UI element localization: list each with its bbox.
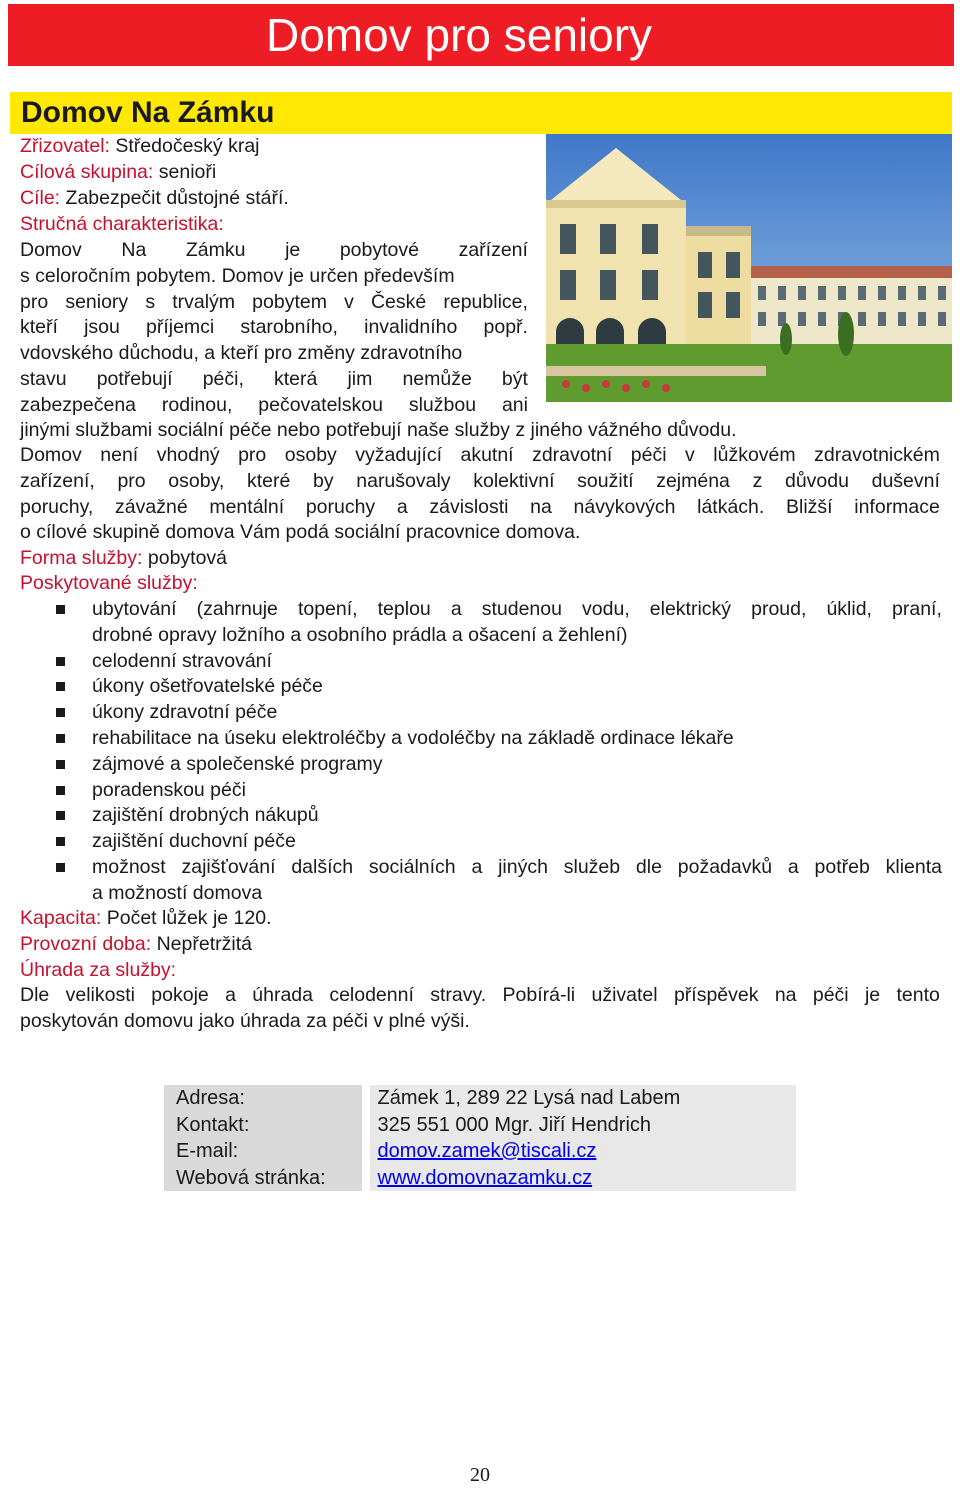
word: na (774, 984, 797, 1006)
word: péči, (202, 367, 244, 390)
service-item (20, 726, 942, 752)
capacity-line (20, 906, 272, 932)
word: kteří (20, 316, 58, 339)
word: republice, (443, 290, 528, 313)
word: seniory (65, 290, 129, 313)
service-item-text: rehabilitace na úseku elektroléčby a vodoléčby na základě ordinace lékaře (92, 726, 734, 749)
word: které (246, 469, 291, 492)
service-item (20, 829, 942, 855)
word: sociálních (368, 855, 456, 878)
goals-value: Zabezpečit důstojné stáří. (65, 187, 289, 209)
word: stavu (20, 367, 67, 390)
bullet-square-icon (56, 657, 65, 666)
service-item (20, 855, 942, 907)
word: jim (347, 367, 373, 390)
target-group-value: senioři (158, 161, 217, 183)
word: a (787, 855, 799, 878)
email-cell (370, 1138, 796, 1165)
service-item-text-cont: a možností domova (92, 881, 263, 904)
word: s (145, 290, 156, 313)
service-item-text (92, 855, 942, 881)
brief-line-1 (20, 238, 528, 264)
service-item (20, 752, 942, 778)
word: služeb (563, 855, 621, 878)
word: celodenní (329, 984, 414, 1006)
word: České (370, 290, 427, 313)
word: mentální (209, 495, 285, 518)
word: péči (812, 984, 849, 1006)
service-form-line (20, 546, 227, 572)
brief-line-5: vdovského důchodu, a kteří pro změny zdravotního (20, 342, 463, 365)
brief-line-8: jinými službami sociální péče nebo potřebují naše služby z jiného vážného důvodu. (20, 419, 737, 441)
word: zajišťování (181, 855, 276, 878)
service-item-text-cont: drobné opravy ložního a osobního prádla a ošacení a žehlení) (92, 623, 628, 646)
word: a (450, 598, 462, 620)
word: jiných (498, 855, 548, 878)
word: a (225, 984, 236, 1006)
brief-line-6 (20, 367, 528, 393)
page-title: Domov pro seniory (266, 9, 653, 61)
brief-line-2: s celoročním pobytem. Domov je určen především (20, 264, 455, 287)
address-label: Adresa: (164, 1085, 362, 1112)
payment-line-2: poskytován domovu jako úhrada za péči v plné výši. (20, 1009, 470, 1032)
word: dle (635, 855, 662, 878)
hours-label: Provozní doba: (20, 933, 152, 955)
word: a (396, 495, 408, 518)
word: Dle (20, 984, 50, 1006)
contact-row-phone (164, 1112, 796, 1139)
target-group-label: Cílová skupina: (20, 161, 154, 183)
contact-table (164, 1085, 796, 1191)
word: invalidního (364, 316, 458, 339)
word: potřebují (96, 367, 173, 390)
not-suitable-line-3 (20, 495, 940, 521)
word: požadavků (677, 855, 773, 878)
word: zabezpečena (20, 393, 137, 416)
brief-text (20, 238, 528, 419)
word: proud, (751, 598, 807, 620)
word: vodu, (582, 598, 630, 620)
word: kolektivní (473, 469, 555, 492)
service-item-text: celodenní stravování (92, 649, 272, 672)
header-banner (8, 4, 954, 66)
address-value: Zámek 1, 289 22 Lysá nad Labem (370, 1085, 796, 1112)
castle-photo (546, 134, 952, 402)
service-item-text: zajištění drobných nákupů (92, 804, 319, 827)
bullet-square-icon (56, 786, 65, 795)
word: osoby, (168, 469, 225, 492)
word: vyžadující (355, 444, 442, 466)
word: látkách. (697, 495, 765, 518)
word: by (312, 469, 334, 492)
word: pokoje (151, 984, 209, 1006)
word: pro (238, 444, 267, 466)
contact-value: 325 551 000 Mgr. Jiří Hendrich (370, 1112, 796, 1139)
service-item (20, 803, 942, 829)
word: a (471, 855, 483, 878)
bullet-square-icon (56, 837, 65, 846)
word: Bližší (785, 495, 833, 518)
word: která (273, 367, 318, 390)
word: je (285, 239, 301, 261)
brief-line-7 (20, 393, 528, 419)
word: trvalým (172, 290, 236, 313)
word: závislosti (429, 495, 509, 518)
word: není (100, 444, 139, 466)
word: rodinou, (161, 393, 233, 416)
word: stravy. (430, 984, 487, 1006)
hours-line (20, 932, 252, 958)
web-link[interactable]: www.domovnazamku.cz (377, 1166, 593, 1189)
word: zařízení, (20, 469, 95, 492)
word: narušovaly (356, 469, 451, 492)
word: vhodný (156, 444, 220, 466)
bullet-square-icon (56, 682, 65, 691)
word: studenou (481, 598, 562, 620)
word: uživatel (591, 984, 658, 1006)
word: starobního, (240, 316, 338, 339)
word: Pobírá-li (502, 984, 576, 1006)
service-item-text: úkony zdravotní péče (92, 701, 278, 724)
page-number: 20 (470, 1464, 490, 1486)
brief-line-4 (20, 315, 528, 341)
word: klienta (885, 855, 942, 878)
word: příspěvek (673, 984, 759, 1006)
goals-label: Cíle: (20, 187, 61, 209)
not-suitable-line-1 (20, 443, 940, 469)
word: jsou (84, 316, 120, 339)
word: duševní (871, 469, 940, 492)
web-cell (370, 1165, 796, 1192)
service-item (20, 700, 942, 726)
word: v (685, 444, 695, 466)
word: zejména (656, 469, 730, 492)
word: Domov (20, 239, 82, 261)
word: zařízení (458, 239, 528, 261)
founder-line (20, 134, 260, 160)
web-label: Webová stránka: (164, 1165, 362, 1192)
word: péči (630, 444, 667, 466)
contact-row-email (164, 1138, 796, 1165)
word: možnost (92, 855, 166, 878)
bullet-square-icon (56, 863, 65, 872)
word: informace (854, 495, 940, 518)
word: popř. (483, 316, 528, 339)
word: praní, (892, 598, 942, 620)
word: elektrický (649, 598, 732, 620)
facility-bar (10, 92, 952, 134)
bullet-square-icon (56, 811, 65, 820)
word: na (530, 495, 552, 518)
word: pro (117, 469, 146, 492)
service-form-label: Forma služby: (20, 547, 143, 569)
word: zdravotnickém (814, 444, 940, 466)
service-item (20, 649, 942, 675)
word: nemůže (402, 367, 472, 390)
word: poruchy, (20, 495, 94, 518)
word: akutní (460, 444, 514, 466)
word: zdravotní (532, 444, 613, 466)
services-list (20, 597, 942, 907)
word: důvodu (784, 469, 849, 492)
word: Na (121, 239, 147, 261)
word: poruchy (305, 495, 376, 518)
not-suitable-line-2 (20, 469, 940, 495)
word: pobytové (339, 239, 419, 261)
word: pro (20, 290, 49, 313)
bullet-square-icon (56, 605, 65, 614)
word: lůžkovém (713, 444, 796, 466)
capacity-label: Kapacita: (20, 907, 102, 929)
word: návykových (573, 495, 676, 518)
brief-line-3 (20, 290, 528, 316)
service-item-text: zájmové a společenské programy (92, 752, 383, 775)
word: ani (501, 393, 528, 416)
contact-row-address (164, 1085, 796, 1112)
word: příjemci (146, 316, 215, 339)
castle-image (546, 134, 952, 402)
word: osoby (284, 444, 337, 466)
word: je (864, 984, 881, 1006)
word: (zahrnuje (196, 598, 278, 620)
word: teplou (377, 598, 431, 620)
founder-label: Zřizovatel: (20, 135, 110, 157)
email-link[interactable]: domov.zamek@tiscali.cz (377, 1140, 597, 1162)
bullet-square-icon (56, 734, 65, 743)
bullet-square-icon (56, 708, 65, 717)
brief-label: Stručná charakteristika: (20, 213, 224, 235)
payment-label: Úhrada za služby: (20, 959, 177, 981)
contact-label: Kontakt: (164, 1112, 362, 1139)
word: soužití (577, 469, 634, 492)
word: závažné (115, 495, 188, 518)
word: ubytování (92, 598, 177, 620)
service-item (20, 778, 942, 804)
word: službou (408, 393, 477, 416)
word: v (344, 290, 354, 313)
word: být (501, 367, 528, 390)
founder-value: Středočeský kraj (115, 135, 260, 157)
word: úklid, (826, 598, 872, 620)
word: Zámku (185, 239, 246, 261)
service-item-text: poradenskou péči (92, 778, 246, 801)
facility-name: Domov Na Zámku (21, 96, 275, 129)
word: úhrada (252, 984, 313, 1006)
service-item (20, 597, 942, 649)
service-item-text (92, 597, 942, 623)
capacity-value: Počet lůžek je 120. (106, 907, 272, 929)
contact-row-web (164, 1165, 796, 1192)
bullet-square-icon (56, 760, 65, 769)
not-suitable-paragraph (20, 443, 940, 546)
word: Domov (20, 444, 82, 466)
word: velikosti (65, 984, 135, 1006)
payment-paragraph (20, 983, 940, 1035)
word: pobytem (252, 290, 327, 313)
word: potřeb (814, 855, 870, 878)
services-label: Poskytované služby: (20, 572, 198, 594)
hours-value: Nepřetržitá (156, 933, 252, 955)
service-item-text: zajištění duchovní péče (92, 830, 296, 853)
email-label: E-mail: (164, 1138, 362, 1165)
word: topení, (297, 598, 358, 620)
word: dalších (291, 855, 354, 878)
payment-line-1 (20, 983, 940, 1009)
service-item (20, 674, 942, 700)
not-suitable-line-4: o cílové skupině domova Vám podá sociální pracovnice domova. (20, 521, 581, 544)
service-item-text: úkony ošetřovatelské péče (92, 675, 323, 698)
service-form-value: pobytová (147, 547, 228, 569)
goals-line (20, 186, 289, 212)
word: tento (896, 984, 940, 1006)
target-group-line (20, 160, 216, 186)
word: z (752, 469, 763, 492)
word: pečovatelskou (258, 393, 383, 416)
